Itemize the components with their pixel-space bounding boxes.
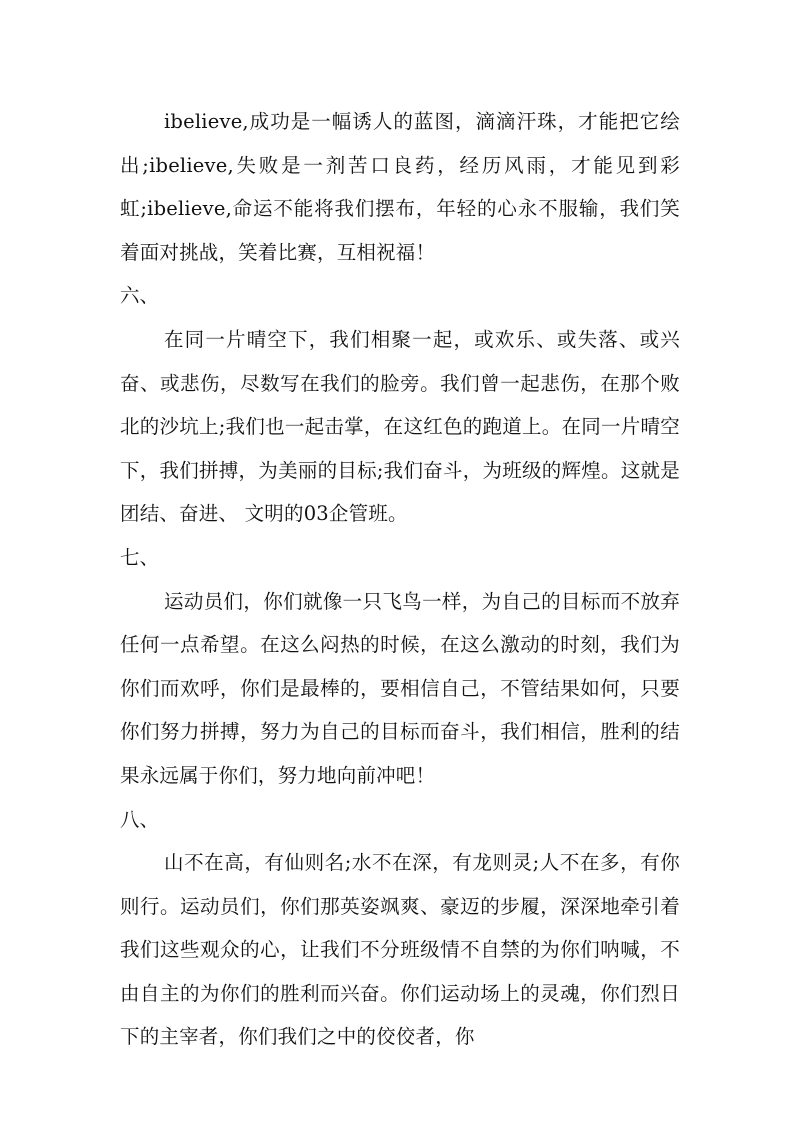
paragraph-seven: 运动员们，你们就像一只飞鸟一样，为自己的目标而不放弃任何一点希望。在这么闷热的时候，在这么激动的时刻，我们为你们而欢呼，你们是最棒的，要相信自己，不管结果如何，只要你们努力拼搏，努力为自己的目标而奋斗，我们相信，胜利的结果永远属于你们，努力地向前冲吧！ xyxy=(120,589,680,787)
paragraph-ibelieve: ibelieve,成功是一幅诱人的蓝图，滴滴汗珠，才能把它绘出;ibelieve,失败是一剂苦口良药，经历风雨，才能见到彩虹;ibelieve,命运不能将我们摆布，年轻的心永不服输，我们笑着面对挑战，笑着比赛，互相祝福！ xyxy=(120,110,680,264)
paragraph-eight: 山不在高，有仙则名;水不在深，有龙则灵;人不在多，有你则行。运动员们，你们那英姿飒爽、豪迈的步履，深深地牵引着我们这些观众的心，让我们不分班级情不自禁的为你们呐喊，不由自主的为你们的胜利而兴奋。你们运动场上的灵魂，你们烈日下的主宰者，你们我们之中的佼佼者，你 xyxy=(120,851,680,1049)
section-heading-seven: 七、 xyxy=(120,545,160,569)
section-heading-eight: 八、 xyxy=(120,807,160,831)
document-body xyxy=(120,100,680,1059)
section-heading-six: 六、 xyxy=(120,284,160,308)
paragraph-six: 在同一片晴空下，我们相聚一起，或欢乐、或失落、或兴奋、或悲伤，尽数写在我们的脸旁。我们曾一起悲伤，在那个败北的沙坑上;我们也一起击掌，在这红色的跑道上。在同一片晴空下，我们拼搏，为美丽的目标;我们奋斗，为班级的辉煌。这就是团结、奋进、 文明的03企管班。 xyxy=(120,327,680,526)
